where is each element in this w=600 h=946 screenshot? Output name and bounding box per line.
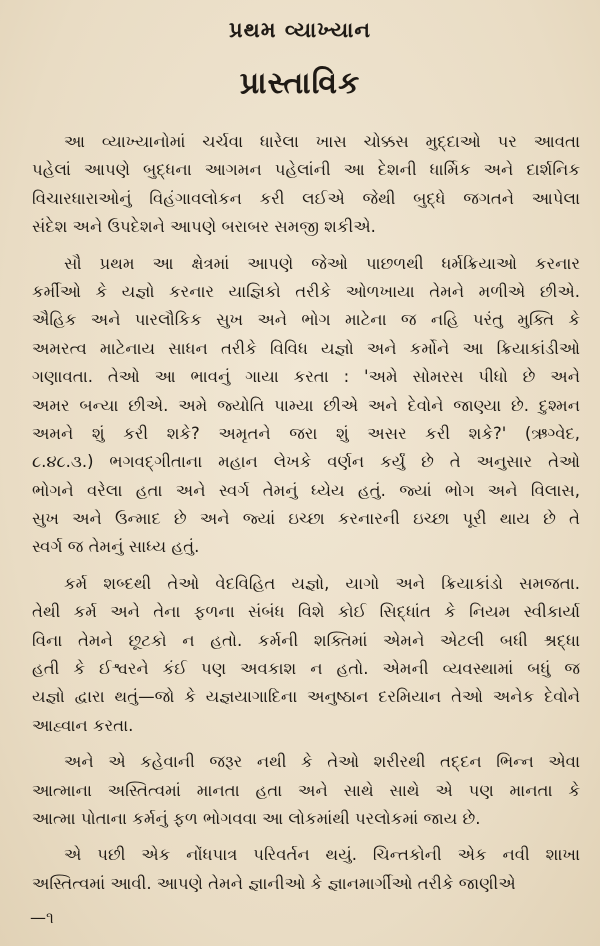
chapter-title: પ્રાસ્તાવિક (239, 66, 361, 101)
paragraph (32, 250, 580, 562)
text-line: હતી કે ઈશ્વરને કંઈ પણ અવકાશ ન હતો. એમની વ્યવસ્થામાં બધું જ (32, 659, 580, 679)
text-line: અસ્તિત્વમાં આવી. આપણે તેમને જ્ઞાનીઓ કે જ્ઞાનમાર્ગીઓ તરીકે જાણીએ (32, 873, 516, 893)
body-text (32, 128, 580, 898)
text-line: અમરત્વ માટેનાય સાધન તરીકે વિવિધ યજ્ઞો અને કર્મોને આ ક્રિયાકાંડીઓ (32, 338, 580, 358)
text-line: ઐહિક અને પારલૌકિક સુખ અને ભોગ માટેના જ નહિ પરંતુ મુક્તિ કે (32, 310, 580, 330)
text-line: આત્માના અસ્તિત્વમાં માનતા હતા અને સાથે સાથે એ પણ માનતા કે (32, 780, 580, 800)
paragraph (32, 841, 580, 898)
text-line: તેથી કર્મ અને તેના ફળના સંબંધ વિશે કોઈ સિદ્ધાંત કે નિયમ સ્વીકાર્યા (32, 602, 580, 622)
text-line: પહેલાં આપણે બુદ્ધના આગમન પહેલાંની આ દેશની ધાર્મિક અને દાર્શનિક (32, 160, 580, 180)
text-line: ૮.૪૮.૩.) ભગવદ્ગીતાના મહાન લેખકે વર્ણન કર્યું છે તે અનુસાર તેઓ (32, 452, 580, 472)
paragraph-gap (32, 740, 580, 748)
text-line: કર્મીઓ કે યજ્ઞો કરનાર યાજ્ઞિકો તરીકે ઓળખાયા તેમને મળીએ છીએ. (32, 281, 580, 301)
text-line: સંદેશ અને ઉપદેશને આપણે બરાબર સમજી શકીએ. (32, 217, 376, 237)
paragraph-gap (32, 833, 580, 841)
text-line: અમને શું કરી શકે? અમૃતને જરા શું અસર કરી શકે?' (ઋગ્વેદ, (32, 423, 580, 443)
text-line: આત્મા પોતાના કર્મનું ફળ ભોગવવા આ લોકમાંથી પરલોકમાં જાય છે. (32, 808, 481, 828)
text-line: સ્વર્ગ જ તેમનું સાધ્ય હતું. (32, 537, 200, 557)
paragraph-gap (32, 562, 580, 570)
text-line: સુખ અને ઉન્માદ છે અને જ્યાં ઇચ્છા કરનારની ઇચ્છા પૂરી થાય છે તે (32, 509, 580, 529)
paragraph (32, 128, 580, 242)
text-line: ભોગને વરેલા હતા અને સ્વર્ગ તેમનું ધ્યેય હતું. જ્યાં ભોગ અને વિલાસ, (32, 480, 580, 500)
text-line: અમર બન્યા છીએ. અમે જ્યોતિ પામ્યા છીએ અને દેવોને જાણ્યા છે. દુશ્મન (32, 395, 580, 415)
text-line: આહ્વાન કરતા. (32, 715, 134, 735)
text-line: કર્મ શબ્દથી તેઓ વેદવિહિત યજ્ઞો, યાગો અને ક્રિયાકાંડો સમજતા. (64, 573, 580, 593)
text-line: અને એ કહેવાની જરૂર નથી કે તેઓ શરીરથી તદ્દન ભિન્ન એવા (64, 752, 580, 772)
paragraph (32, 570, 580, 740)
text-line: વિચારધારાઓનું વિહંગાવલોકન કરી લઈએ જેથી બુદ્ધે જગતને આપેલા (32, 188, 580, 208)
paragraph (32, 748, 580, 833)
text-line: વિના તેમને છૂટકો ન હતો. કર્મની શક્તિમાં એમને એટલી બધી શ્રદ્ધા (32, 630, 580, 650)
page-number: —૧ (30, 908, 54, 927)
text-line: એ પછી એક નોંધપાત્ર પરિવર્તન થયું. ચિન્તકોની એક નવી શાખા (64, 845, 580, 865)
text-line: સૌ પ્રથમ આ ક્ષેત્રમાં આપણે જેઓ પાછળથી ધર્મક્રિયાઓ કરનાર (64, 253, 580, 273)
chapter-header: પ્રથમ વ્યાખ્યાન (228, 18, 372, 42)
text-line: ગણાવતા. તેઓ આ ભાવનું ગાયા કરતા : 'અમે સોમરસ પીધો છે અને (32, 367, 580, 387)
text-line: યજ્ઞો દ્વારા થતું—જો કે યજ્ઞયાગાદિના અનુષ્ઠાન દરમિયાન તેઓ અનેક દેવોને (32, 687, 580, 707)
text-line: આ વ્યાખ્યાનોમાં ચર્ચવા ધારેલા ખાસ ચોક્કસ મુદ્દાઓ પર આવતા (64, 132, 580, 151)
paragraph-gap (32, 242, 580, 250)
